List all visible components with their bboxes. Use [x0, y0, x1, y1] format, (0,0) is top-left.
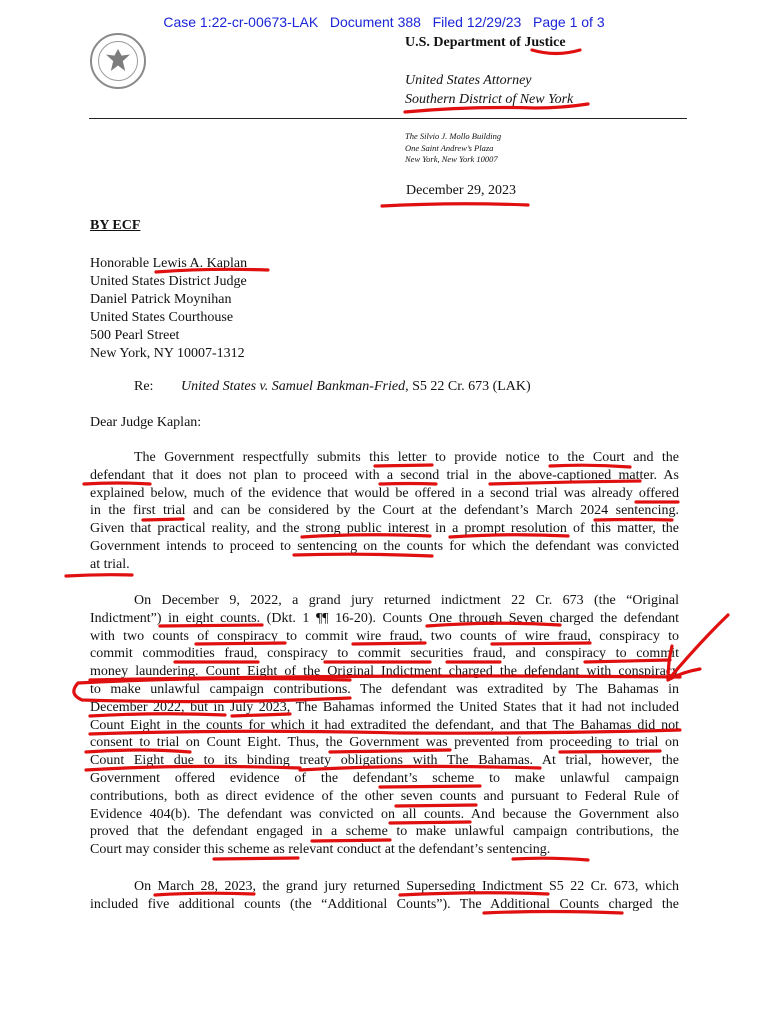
text-line: Evidence 404(b). The defendant was convicted on all counts. And because the Government also	[90, 806, 679, 822]
case-number: , S5 22 Cr. 673 (LAK)	[405, 379, 531, 394]
department-name: U.S. Department of Justice	[405, 35, 566, 50]
office-line-2: Southern District of New York	[405, 92, 574, 107]
salutation: Dear Judge Kaplan:	[90, 415, 202, 430]
text-line: included five additional counts (the “Additional Counts”). The Additional Counts charged the	[90, 896, 679, 912]
text-line: Government intends to proceed to sentencing on the counts for which the defendant was convicted	[90, 538, 679, 554]
text-line: contributions, both as direct evidence of the other seven counts and pursuant to Federal Rule of	[90, 788, 679, 804]
delivery-method: BY ECF	[90, 218, 141, 233]
case-name: United States v. Samuel Bankman-Fried	[181, 379, 406, 394]
text-line: Government offered evidence of the defendant’s scheme to make unlawful campaign	[90, 770, 679, 786]
underline-annotation	[66, 575, 132, 576]
paragraph-3	[90, 878, 679, 914]
text-line: Count Eight in the counts for which it had extradited the defendant, and that The Bahamas did not	[90, 717, 679, 733]
recipient-line: United States District Judge	[90, 274, 247, 289]
recipient-block	[90, 255, 247, 363]
re-label: Re:	[134, 379, 154, 394]
letter-date: December 29, 2023	[406, 183, 517, 198]
text-line: money laundering. Count Eight of the Original Indictment charged the defendant with conspiracy	[90, 664, 679, 680]
text-line: Count Eight due to its binding treaty obligations with The Bahamas. At trial, however, the	[90, 753, 679, 769]
office-line-1: United States Attorney	[405, 73, 532, 88]
text-line: Indictment”) in eight counts. (Dkt. 1 ¶¶ 16-20). Counts One through Seven charged the defendant	[90, 610, 679, 626]
recipient-line: Honorable Lewis A. Kaplan	[90, 256, 248, 271]
case-header: Case 1:22-cr-00673-LAK Document 388 Filed 12/29/23 Page 1 of 3	[163, 14, 605, 30]
text-line: at trial.	[90, 556, 130, 572]
text-line: Court may consider this scheme as relevant conduct at the defendant’s sentencing.	[90, 842, 551, 858]
paragraph-2	[90, 592, 679, 859]
text-line: with two counts of conspiracy to commit wire fraud, two counts of wire fraud, conspiracy to	[90, 628, 679, 644]
recipient-line: United States Courthouse	[90, 310, 234, 325]
text-line: December 2022, but in July 2023, The Bahamas informed the United States that it had not included	[90, 699, 679, 715]
paragraph-1	[90, 449, 679, 574]
text-line: Given that practical reality, and the strong public interest in a prompt resolution of this matter, the	[90, 521, 679, 537]
address-line-2: One Saint Andrew’s Plaza	[405, 142, 494, 153]
text-line: On December 9, 2022, a grand jury returned indictment 22 Cr. 673 (the “Original	[134, 593, 679, 608]
text-line: defendant that it does not plan to proceed with a second trial in the above-captioned matter. As	[90, 467, 679, 483]
letterhead-divider	[89, 118, 687, 119]
text-line: On March 28, 2023, the grand jury returned Superseding Indictment S5 22 Cr. 673, which	[134, 879, 679, 894]
address-line-3: New York, New York 10007	[405, 154, 498, 164]
text-line: consent to trial on Count Eight. Thus, the Government was prevented from proceeding to trial on	[90, 735, 679, 751]
office-address	[405, 131, 501, 166]
text-line: The Government respectfully submits this letter to provide notice to the Court and the	[134, 450, 679, 465]
text-line: in the first trial and can be considered by the Court at the defendant’s March 2024 sentencing.	[90, 503, 679, 519]
recipient-line: New York, NY 10007-1312	[90, 346, 245, 361]
office-name	[405, 71, 573, 109]
recipient-line: 500 Pearl Street	[90, 328, 180, 343]
text-line: proved that the defendant engaged in a scheme to make unlawful campaign contributions, the	[90, 824, 679, 840]
text-line: to make unlawful campaign contributions. The defendant was extradited by The Bahamas in	[90, 681, 679, 697]
doj-seal-logo	[90, 33, 146, 89]
recipient-line: Daniel Patrick Moynihan	[90, 292, 232, 307]
text-line: commit commodities fraud, conspiracy to commit securities fraud, and conspiracy to commit	[90, 646, 679, 662]
text-line: explained below, much of the evidence that would be offered in a second trial was already offered	[90, 485, 679, 501]
underline-annotation	[382, 204, 528, 206]
address-line-1: The Silvio J. Mollo Building	[405, 131, 502, 141]
re-subject	[181, 379, 531, 395]
